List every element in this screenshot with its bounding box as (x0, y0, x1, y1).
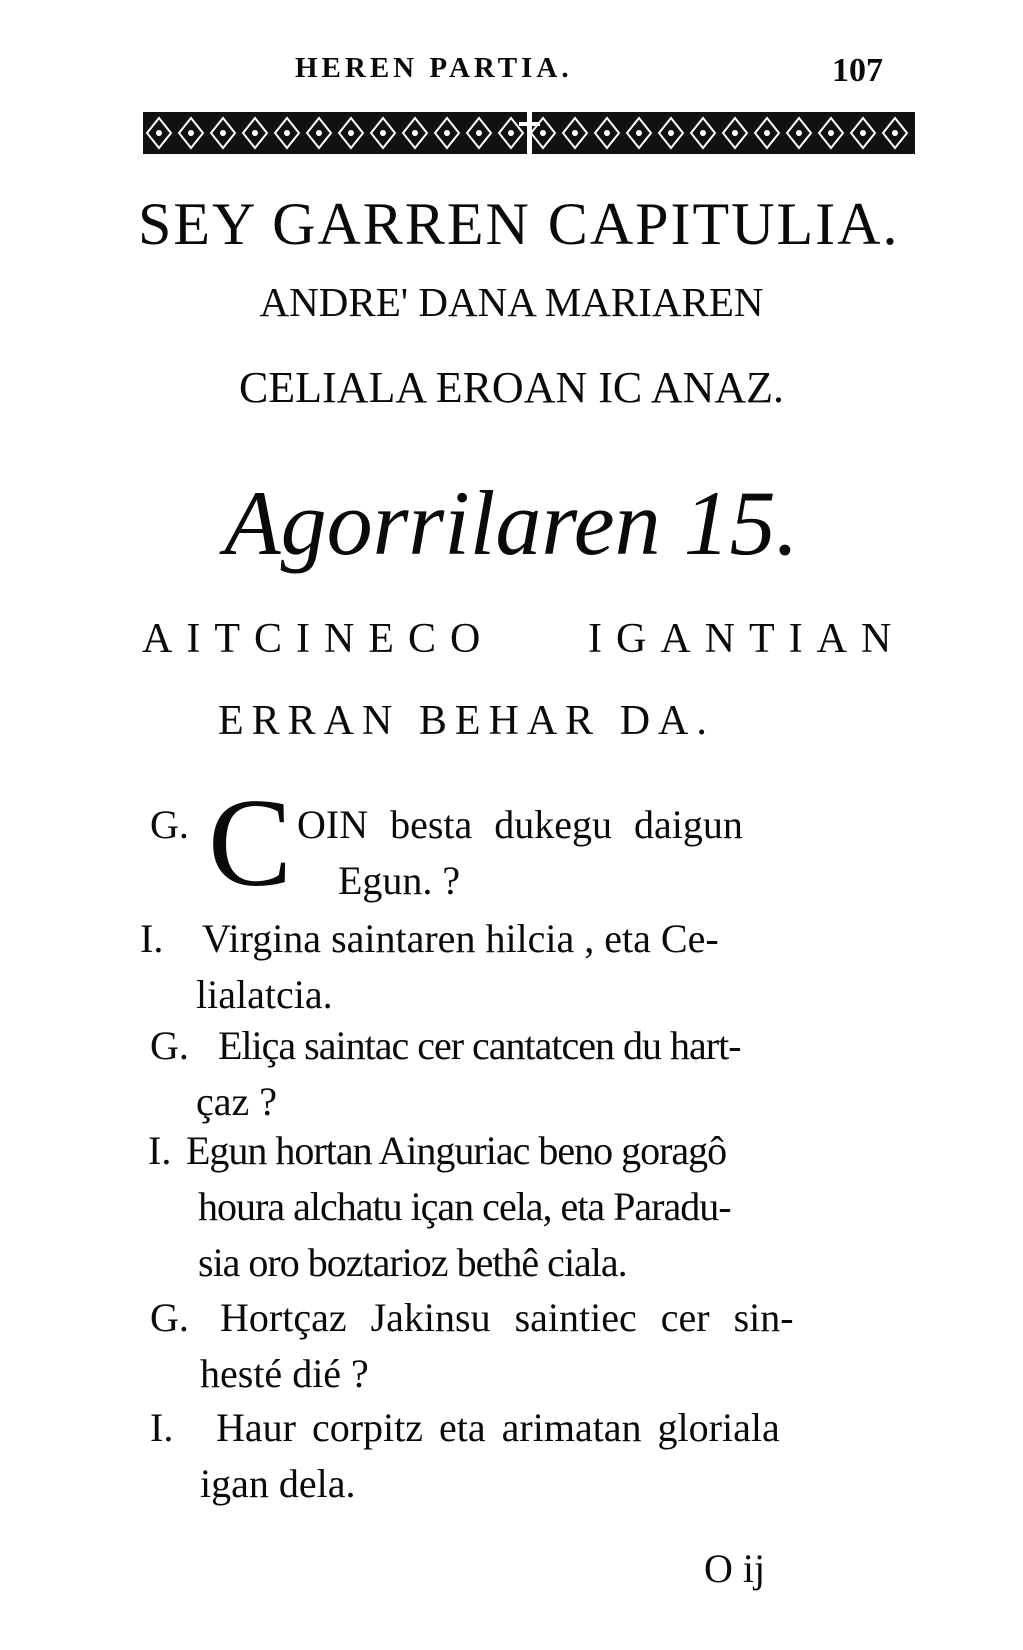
dialogue-line: Eliça saintac cer cantatcen du hart- (218, 1023, 741, 1068)
speaker-label: G. (150, 802, 189, 847)
section-heading-right: IGANTIAN (588, 616, 906, 662)
dialogue-entry (150, 1290, 930, 1402)
subtitle-line-2: CELIALA EROAN IC ANAZ. (238, 363, 785, 412)
subtitle-line-1: ANDRE' DANA MARIAREN (259, 279, 764, 325)
ornament-dot (508, 130, 514, 136)
ornament-dot (860, 130, 866, 136)
chapter-title: SEY GARREN CAPITULIA. (138, 191, 900, 257)
dialogue-line: houra alchatu içan cela, eta Paradu- (198, 1184, 731, 1229)
speaker-label: I. (148, 1128, 172, 1173)
dialogue-entry (150, 1018, 930, 1130)
feast-date: Agorrilaren 15. (224, 472, 799, 574)
dialogue-line: igan dela. (200, 1461, 356, 1506)
ornament-dot (156, 130, 162, 136)
ornament-dot (668, 130, 674, 136)
dialogue-line: Hortçaz Jakinsu saintiec cer sin- (220, 1295, 794, 1340)
dialogue-entry (150, 1400, 930, 1512)
dialogue-line: lialatcia. (196, 972, 333, 1017)
ornament-dot (828, 130, 834, 136)
ornament-dot (892, 130, 898, 136)
ornament-dot (636, 130, 642, 136)
speaker-label: G. (150, 1295, 189, 1340)
dialogue-line: sia oro boztarioz bethê ciala. (198, 1240, 627, 1285)
ornament-dot (732, 130, 738, 136)
ornament-dot (572, 130, 578, 136)
dialogue-line: Egun hortan Ainguriac beno goragô (186, 1128, 727, 1173)
dialogue-line: Egun. ? (338, 858, 461, 903)
ornament-dot (444, 130, 450, 136)
section-heading-left: AITCINECO (142, 616, 495, 662)
ornament-dot (604, 130, 610, 136)
running-title: HEREN PARTIA. (295, 52, 573, 84)
dialogue-line: OIN besta dukegu daigun (297, 802, 743, 847)
speaker-label: I. (150, 1405, 174, 1450)
ornament-dot (796, 130, 802, 136)
speaker-label: G. (150, 1023, 189, 1068)
page-number: 107 (832, 52, 883, 89)
ornament-dot (188, 130, 194, 136)
ornament-dot (252, 130, 258, 136)
signature-mark: O ij (704, 1546, 766, 1591)
dialogue-entry (148, 1123, 928, 1291)
ornament-dot (540, 130, 546, 136)
ornament-dot (764, 130, 770, 136)
ornament-dot (220, 130, 226, 136)
ornamental-band (143, 112, 915, 154)
ornament-dot (348, 130, 354, 136)
ornament-dot (316, 130, 322, 136)
dialogue-line: hesté dié ? (200, 1351, 369, 1396)
dialogue-line: Haur corpitz eta arimatan gloriala (216, 1405, 780, 1450)
speaker-label: I. (140, 916, 164, 961)
dialogue-entry (140, 911, 920, 1023)
section-heading-line-2: ERRAN BEHAR DA. (218, 698, 715, 744)
ornament-dot (700, 130, 706, 136)
dialogue-entry (150, 774, 930, 913)
ornament-dot (476, 130, 482, 136)
dialogue-line: Virgina saintaren hilcia , eta Ce- (202, 916, 719, 961)
ornament-dot (284, 130, 290, 136)
ornament-dot (412, 130, 418, 136)
ornament-dot (380, 130, 386, 136)
drop-cap: C (208, 774, 293, 913)
dialogue-line: çaz ? (196, 1079, 278, 1124)
